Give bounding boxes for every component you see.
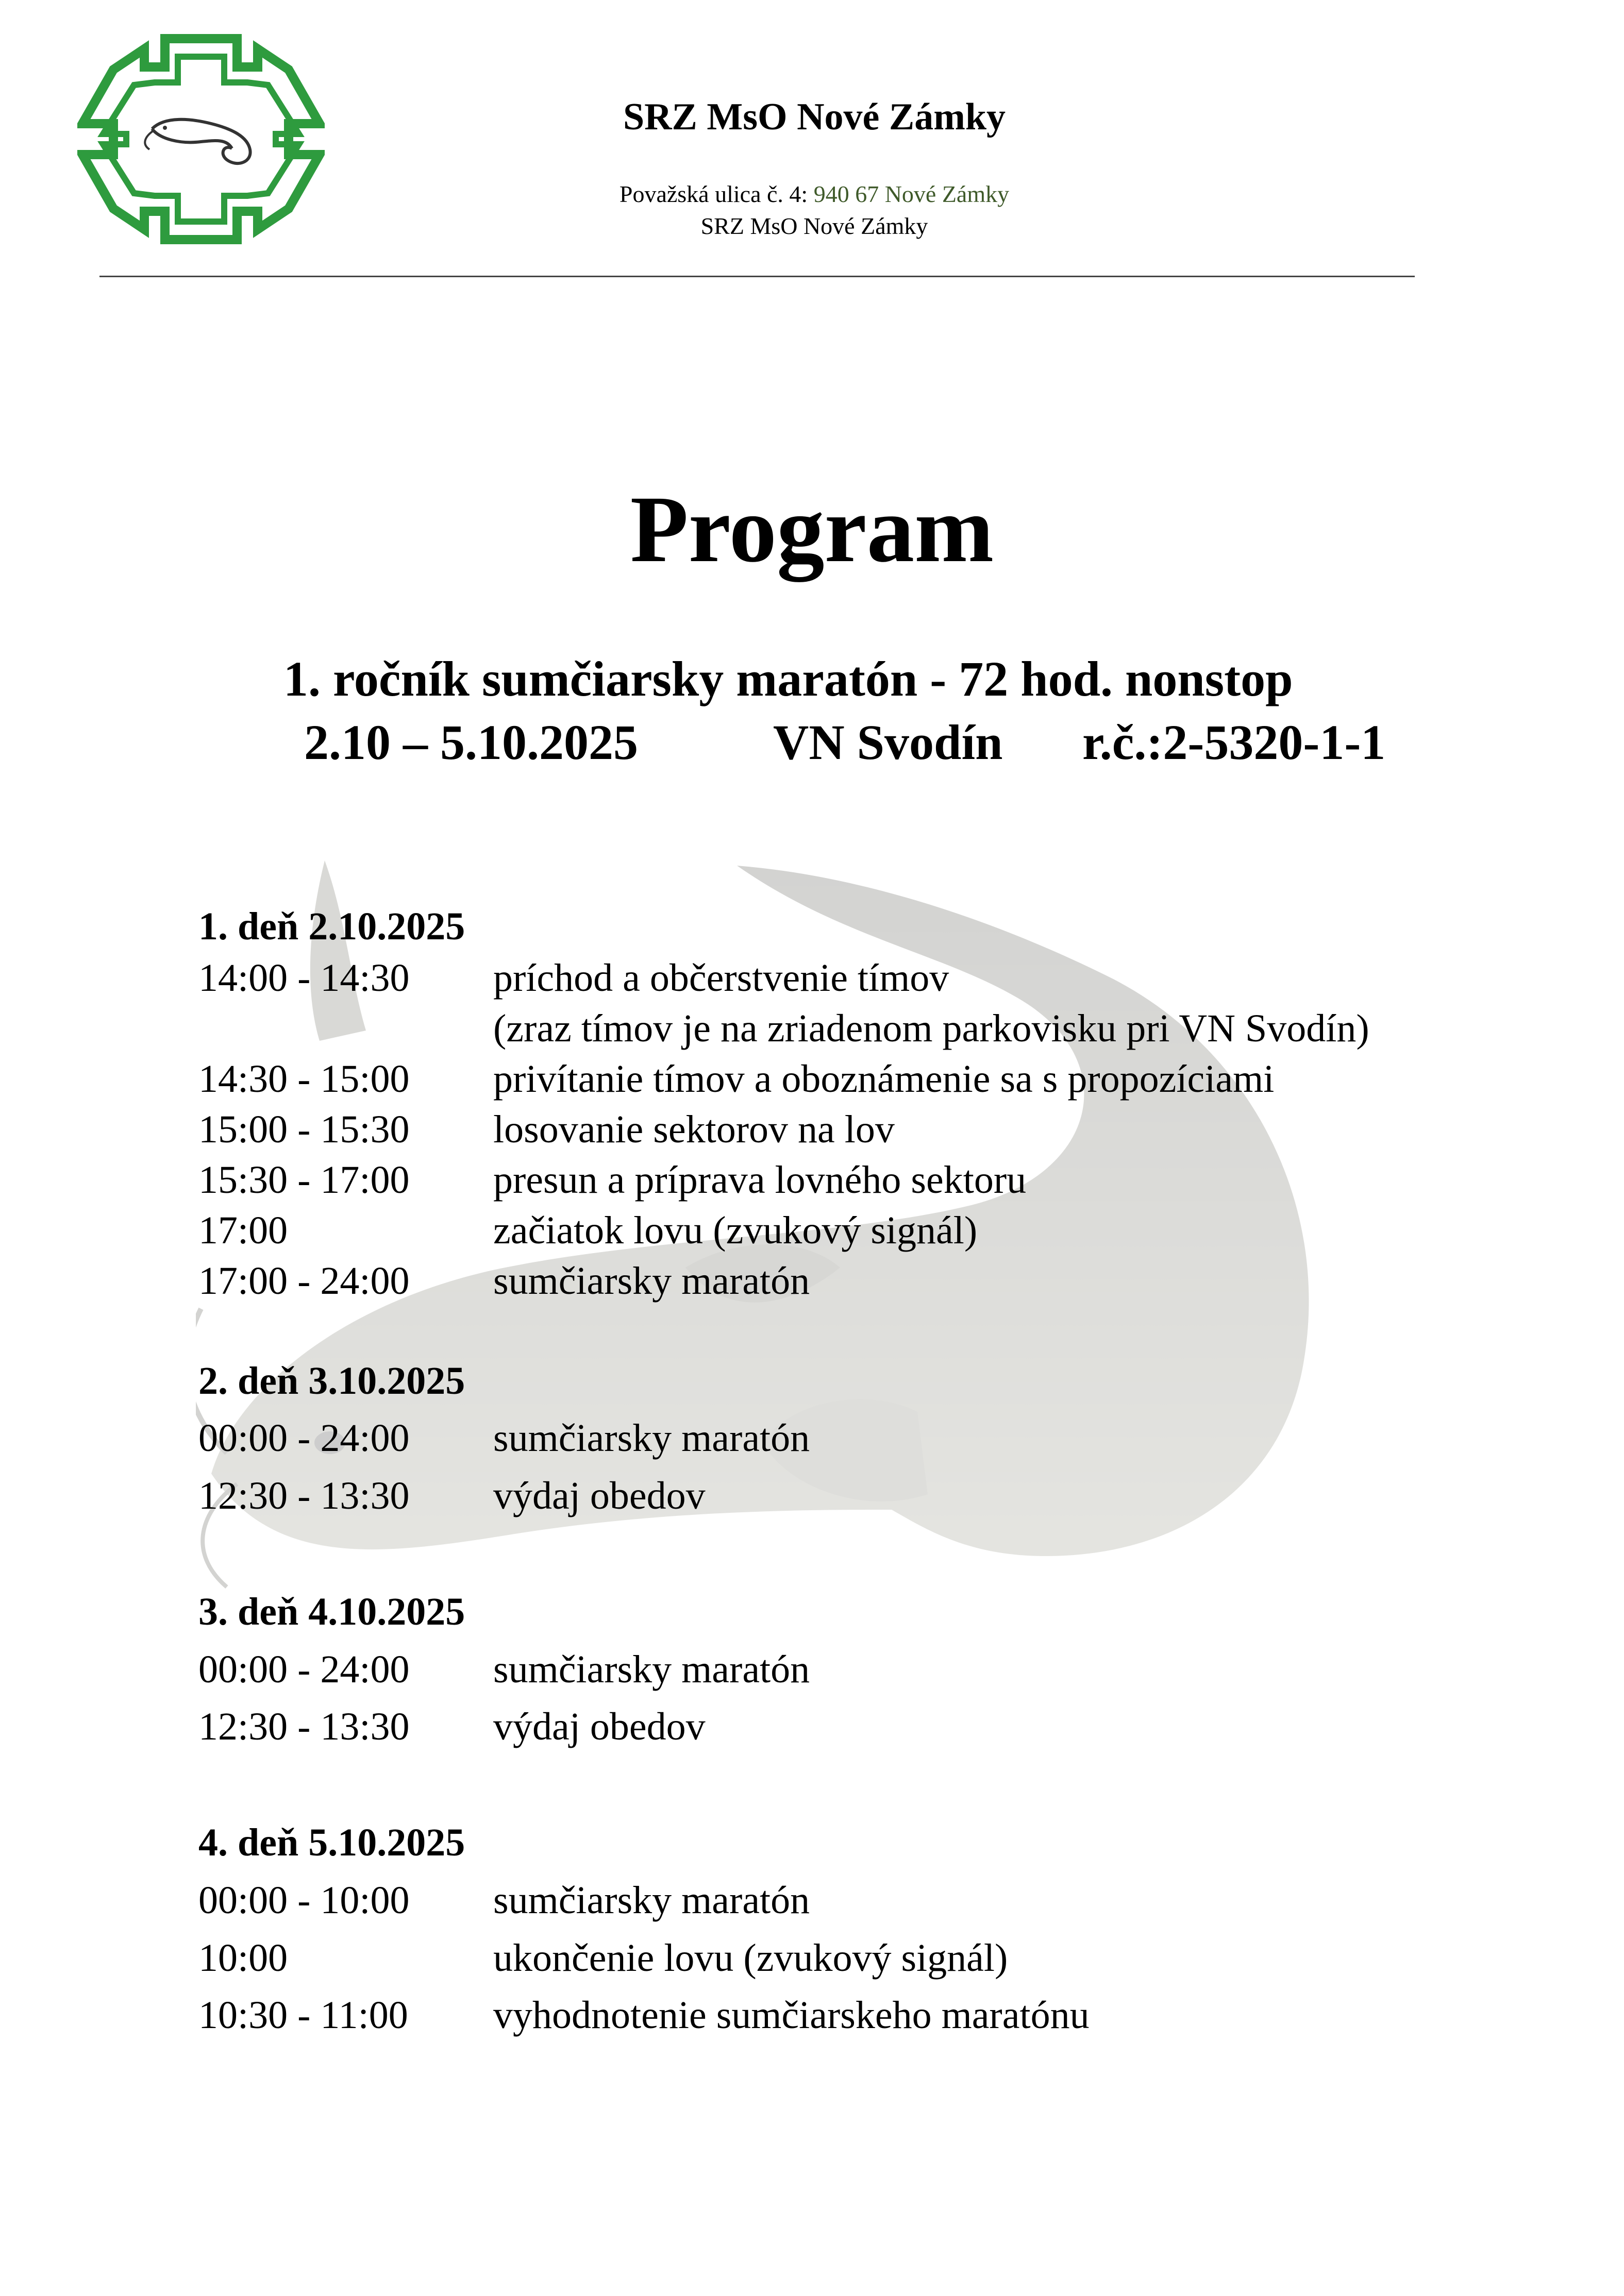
day-heading: 4. deň 5.10.2025 bbox=[198, 1821, 465, 1864]
day-heading: 1. deň 2.10.2025 bbox=[198, 905, 465, 948]
page-title: Program bbox=[630, 477, 994, 582]
event-registration-number: r.č.:2-5320-1-1 bbox=[1082, 715, 1386, 770]
row-description: sumčiarsky maratón bbox=[493, 1259, 810, 1303]
organization-subline: SRZ MsO Nové Zámky bbox=[700, 213, 928, 239]
row-time: 15:30 - 17:00 bbox=[198, 1158, 410, 1202]
organization-name: SRZ MsO Nové Zámky bbox=[623, 96, 1006, 138]
logo-catfish-eye-icon bbox=[163, 126, 167, 130]
row-time: 14:00 - 14:30 bbox=[198, 956, 410, 1000]
row-description: sumčiarsky maratón bbox=[493, 1879, 810, 1922]
row-time: 12:30 - 13:30 bbox=[198, 1705, 410, 1748]
row-time: 00:00 - 10:00 bbox=[198, 1879, 410, 1922]
logo-center-disc bbox=[144, 82, 258, 196]
address-street: Považská ulica č. 4: bbox=[619, 181, 814, 207]
organization-address bbox=[515, 180, 1113, 208]
row-description: výdaj obedov bbox=[493, 1705, 706, 1748]
event-dates: 2.10 – 5.10.2025 bbox=[304, 715, 638, 770]
row-time: 10:00 bbox=[198, 1936, 288, 1980]
day-heading: 2. deň 3.10.2025 bbox=[198, 1359, 465, 1403]
row-description: sumčiarsky maratón bbox=[493, 1416, 810, 1460]
row-time: 14:30 - 15:00 bbox=[198, 1057, 410, 1101]
row-time: 10:30 - 11:00 bbox=[198, 1994, 408, 2037]
address-city: 940 67 Nové Zámky bbox=[813, 181, 1010, 207]
row-description: začiatok lovu (zvukový signál) bbox=[493, 1209, 978, 1252]
row-description: vyhodnotenie sumčiarskeho maratónu bbox=[493, 1994, 1090, 2037]
row-description: sumčiarsky maratón bbox=[493, 1648, 810, 1691]
row-description: príchod a občerstvenie tímov bbox=[493, 956, 949, 1000]
organization-logo bbox=[77, 31, 325, 247]
event-venue: VN Svodín bbox=[773, 715, 1003, 770]
row-time: 00:00 - 24:00 bbox=[198, 1648, 410, 1691]
header-divider bbox=[99, 276, 1415, 277]
row-time: 15:00 - 15:30 bbox=[198, 1108, 410, 1151]
event-name: 1. ročník sumčiarsky maratón - 72 hod. nonstop bbox=[283, 651, 1293, 706]
row-description: výdaj obedov bbox=[493, 1474, 706, 1517]
row-description: presun a príprava lovného sektoru bbox=[493, 1158, 1027, 1202]
row-description: (zraz tímov je na zriadenom parkovisku pri VN Svodín) bbox=[493, 1007, 1369, 1050]
row-description: losovanie sektorov na lov bbox=[493, 1108, 895, 1151]
row-time: 17:00 - 24:00 bbox=[198, 1259, 410, 1303]
row-time: 12:30 - 13:30 bbox=[198, 1474, 410, 1517]
row-time: 17:00 bbox=[198, 1209, 288, 1252]
row-description: ukončenie lovu (zvukový signál) bbox=[493, 1936, 1008, 1980]
day-heading: 3. deň 4.10.2025 bbox=[198, 1590, 465, 1633]
row-description: privítanie tímov a oboznámenie sa s propozíciami bbox=[493, 1057, 1275, 1101]
row-time: 00:00 - 24:00 bbox=[198, 1416, 410, 1460]
